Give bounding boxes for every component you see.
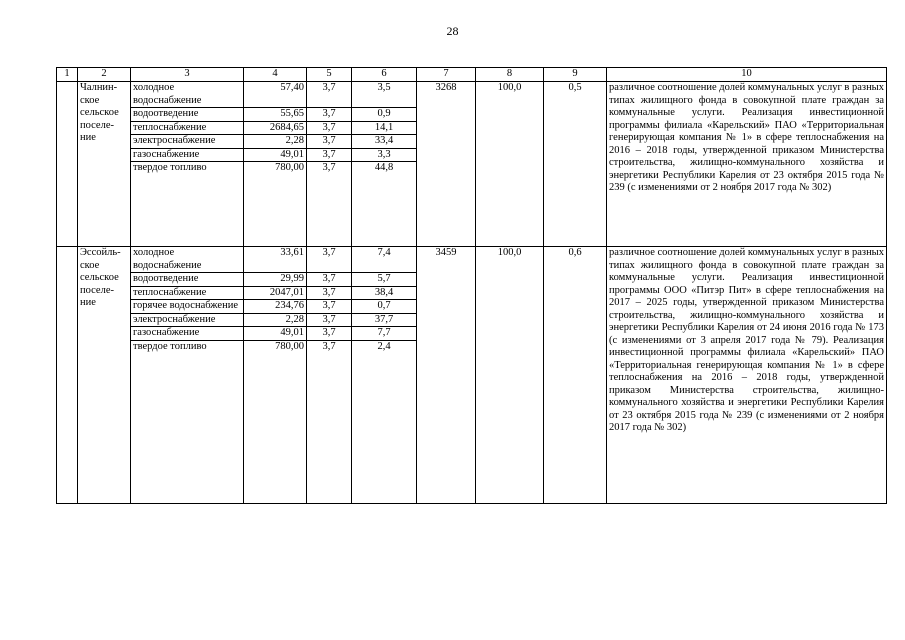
tariff-value: 49,01 (244, 327, 307, 341)
index-value: 3,7 (307, 286, 352, 300)
service-name: горячее водоснабжение (131, 300, 244, 314)
share-value: 3,3 (352, 148, 417, 162)
tariff-value: 2047,01 (244, 286, 307, 300)
tariff-value: 49,01 (244, 148, 307, 162)
share-value: 7,4 (352, 247, 417, 273)
empty-cell (131, 353, 244, 503)
service-name: электроснабжение (131, 135, 244, 149)
tariff-value: 2684,65 (244, 121, 307, 135)
col7-value: 3459 (417, 247, 476, 504)
tariff-value: 2,28 (244, 313, 307, 327)
empty-cell (352, 353, 417, 503)
service-name: теплоснабжение (131, 121, 244, 135)
share-value: 2,4 (352, 340, 417, 353)
service-name: холодное водоснабжение (131, 82, 244, 108)
header-cell: 8 (476, 68, 544, 82)
header-cell: 1 (57, 68, 78, 82)
settlement-name: Эссойль-ское сельское поселе-ние (78, 247, 131, 504)
index-value: 3,7 (307, 327, 352, 341)
index-value: 3,7 (307, 148, 352, 162)
empty-cell (352, 175, 417, 247)
header-cell: 7 (417, 68, 476, 82)
service-name: водоотведение (131, 108, 244, 122)
tariff-value: 55,65 (244, 108, 307, 122)
header-cell: 3 (131, 68, 244, 82)
tariff-table (56, 67, 887, 504)
service-name: газоснабжение (131, 327, 244, 341)
index-value: 3,7 (307, 247, 352, 273)
index-cell (57, 82, 78, 247)
service-name: твердое топливо (131, 162, 244, 175)
note-text: различное соотношение долей коммунальных услуг в разных типах жилищного фонда в совокупной плате граждан за коммунальные услуги. Реализация инвестиционной программы ООО «Питэр Пит» в сфере теплоснабжения на 2017 – 2025 годы, утвержденной приказом Министерства строительства, жилищно-коммунального хозяйства и энергетики Республики Карелия от 24 июня 2016 года № 173 (с изменениями от 3 апреля 2017 года № 79). Реализация инвестиционной программы филиала «Карельский» ПАО «Территориальная генерирующая компания № 1» в сфере теплоснабжения на 2016 – 2018 годы, утвержденной приказом Министерства строительства, жилищно-коммунального хозяйства и энергетики Республики Карелия от 23 октября 2015 года № 239 (с изменениями от 2 ноября 2017 года № 302) (607, 247, 887, 504)
share-value: 14,1 (352, 121, 417, 135)
service-name: твердое топливо (131, 340, 244, 353)
empty-cell (244, 175, 307, 247)
table-row (57, 247, 887, 273)
note-text: различное соотношение долей коммунальных услуг в разных типах жилищного фонда в совокупной плате граждан за коммунальные услуги. Реализация инвестиционной программы филиала «Карельский» ПАО «Территориальная генерирующая компания № 1» в сфере теплоснабжения на 2016 – 2018 годы, утвержденной приказом Министерства строительства, жилищно-коммунального хозяйства и энергетики Республики Карелия от 23 октября 2015 года № 239 (с изменениями от 2 ноября 2017 года № 302) (607, 82, 887, 247)
share-value: 0,7 (352, 300, 417, 314)
tariff-value: 29,99 (244, 273, 307, 287)
index-cell (57, 247, 78, 504)
share-value: 5,7 (352, 273, 417, 287)
empty-cell (244, 353, 307, 503)
table-row (57, 82, 887, 108)
settlement-name: Чалнин-ское сельское поселе-ние (78, 82, 131, 247)
index-value: 3,7 (307, 135, 352, 149)
col9-value: 0,5 (544, 82, 607, 247)
service-name: электроснабжение (131, 313, 244, 327)
header-cell: 6 (352, 68, 417, 82)
header-cell: 10 (607, 68, 887, 82)
tariff-value: 780,00 (244, 162, 307, 175)
col7-value: 3268 (417, 82, 476, 247)
header-cell: 5 (307, 68, 352, 82)
header-cell: 9 (544, 68, 607, 82)
col8-value: 100,0 (476, 82, 544, 247)
service-name: холодное водоснабжение (131, 247, 244, 273)
share-value: 37,7 (352, 313, 417, 327)
col9-value: 0,6 (544, 247, 607, 504)
empty-cell (131, 175, 244, 247)
header-row (57, 68, 887, 82)
tariff-value: 33,61 (244, 247, 307, 273)
empty-cell (307, 353, 352, 503)
header-cell: 2 (78, 68, 131, 82)
tariff-value: 2,28 (244, 135, 307, 149)
service-name: газоснабжение (131, 148, 244, 162)
share-value: 44,8 (352, 162, 417, 175)
index-value: 3,7 (307, 82, 352, 108)
empty-cell (307, 175, 352, 247)
tariff-value: 57,40 (244, 82, 307, 108)
service-name: теплоснабжение (131, 286, 244, 300)
share-value: 0,9 (352, 108, 417, 122)
index-value: 3,7 (307, 121, 352, 135)
share-value: 33,4 (352, 135, 417, 149)
share-value: 3,5 (352, 82, 417, 108)
share-value: 38,4 (352, 286, 417, 300)
index-value: 3,7 (307, 108, 352, 122)
tariff-value: 780,00 (244, 340, 307, 353)
index-value: 3,7 (307, 313, 352, 327)
index-value: 3,7 (307, 300, 352, 314)
service-name: водоотведение (131, 273, 244, 287)
share-value: 7,7 (352, 327, 417, 341)
index-value: 3,7 (307, 340, 352, 353)
index-value: 3,7 (307, 273, 352, 287)
col8-value: 100,0 (476, 247, 544, 504)
header-cell: 4 (244, 68, 307, 82)
index-value: 3,7 (307, 162, 352, 175)
tariff-value: 234,76 (244, 300, 307, 314)
page-number: 28 (446, 24, 459, 38)
